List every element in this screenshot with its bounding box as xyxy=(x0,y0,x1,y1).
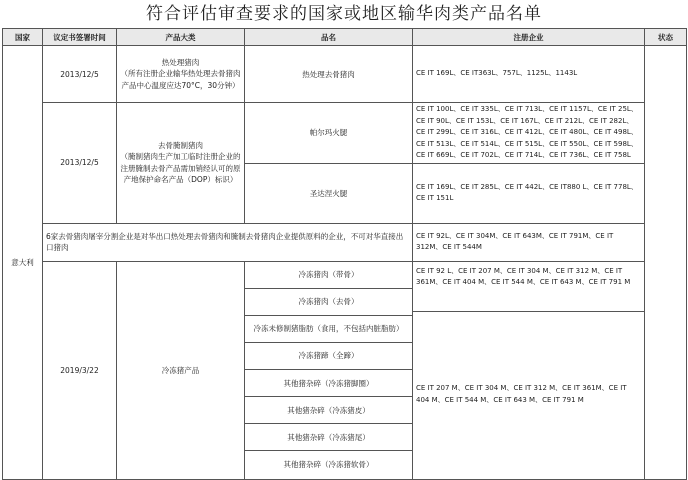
date-cell: 2019/3/22 xyxy=(43,261,117,479)
status-cell xyxy=(645,46,687,480)
header-date: 议定书签署时间 xyxy=(43,29,117,46)
product-list-table xyxy=(2,28,687,480)
product-cell: 冷冻猪蹄（全蹄） xyxy=(245,343,412,370)
product-cell: 帕尔玛火腿 xyxy=(245,103,413,164)
table-row xyxy=(3,103,687,164)
frozen-enterprise-cell xyxy=(413,261,645,479)
product-cell: 冷冻猪肉（去骨） xyxy=(245,289,412,316)
note-cell: 6家去骨猪肉屠宰分割企业是对华出口热处理去骨猪肉和腌制去骨猪肉企业提供原料的企业，不可对华直接出口猪肉 xyxy=(43,223,413,261)
product-cell: 热处理去骨猪肉 xyxy=(245,46,413,103)
category-cell: 热处理猪肉 （所有注册企业输华热处理去骨猪肉产品中心温度应达70°C，30分钟） xyxy=(117,46,245,103)
frozen-product-list xyxy=(245,262,412,478)
product-cell: 其他猪杂碎（冷冻猪脚圈） xyxy=(245,370,412,397)
country-cell: 意大利 xyxy=(3,46,43,480)
page-title: 符合评估审查要求的国家或地区输华肉类产品名单 xyxy=(146,4,542,24)
product-cell: 冷冻猪肉（带骨） xyxy=(245,262,412,289)
date-cell: 2013/12/5 xyxy=(43,103,117,224)
header-product: 品名 xyxy=(245,29,413,46)
product-cell: 其他猪杂碎（冷冻猪软骨） xyxy=(283,459,374,469)
table-row xyxy=(3,46,687,103)
enterprise-cell: CE IT 92 L、CE IT 207 M、CE IT 304 M、CE IT 312 M、CE IT 361M、CE IT 404 M、CE IT 544 M、CE IT 643 M、CE IT 791 M xyxy=(413,262,644,312)
table-row xyxy=(3,261,687,479)
header-category: 产品大类 xyxy=(117,29,245,46)
product-cell: 其他猪杂碎（冷冻猪尾） xyxy=(245,424,412,451)
enterprise-cell: CE IT 169L、CE IT363L、757L、1125L、1143L xyxy=(413,46,645,103)
enterprise-cell: CE IT 92L、CE IT 304M、CE IT 643M、CE IT 791M、CE IT 312M、CE IT 544M xyxy=(413,223,645,261)
enterprise-cell: CE IT 169L、CE IT 285L、CE IT 442L、CE IT880 L、CE IT 778L、CE IT 151L xyxy=(413,163,645,223)
product-cell: 其他猪杂碎（冷冻猪皮） xyxy=(245,397,412,424)
header-enterprise: 注册企业 xyxy=(413,29,645,46)
category-cell: 去骨腌制猪肉 （腌制猪肉生产加工临时注册企业的注册腌制去骨产品需加销经认可的原产地保护命名产品（DOP）标识） xyxy=(117,103,245,224)
header-status: 状态 xyxy=(645,29,687,46)
frozen-enterprise-list xyxy=(413,262,644,478)
date-cell: 2013/12/5 xyxy=(43,46,117,103)
product-cell: 圣达涅火腿 xyxy=(245,163,413,223)
category-cell: 冷冻猪产品 xyxy=(117,261,245,479)
table-row xyxy=(3,223,687,261)
frozen-products-cell xyxy=(245,261,413,479)
product-cell: 冷冻未修制猪脂肪（食用，不包括内脏脂肪） xyxy=(245,316,412,343)
header-country: 国家 xyxy=(3,29,43,46)
table-header-row xyxy=(3,29,687,46)
enterprise-cell: CE IT 207 M、CE IT 304 M、CE IT 312 M、CE IT 361M、CE IT 404 M、CE IT 544 M、CE IT 643 M、CE IT 791 M xyxy=(416,384,627,404)
enterprise-cell: CE IT 100L、CE IT 335L、CE IT 713L、CE IT 1157L、CE IT 25L、CE IT 90L、CE IT 153L、CE IT 167L、CE IT 212L、CE IT 282L、CE IT 299L、CE IT 316L、CE IT 412L、CE IT 480L、CE IT 498L、CE IT 513L、CE IT 514L、CE IT 515L、CE IT 550L、CE IT 598L、CE IT 669L、CE IT 702L、CE IT 714L、CE IT 736L、CE IT 758L xyxy=(413,103,645,164)
